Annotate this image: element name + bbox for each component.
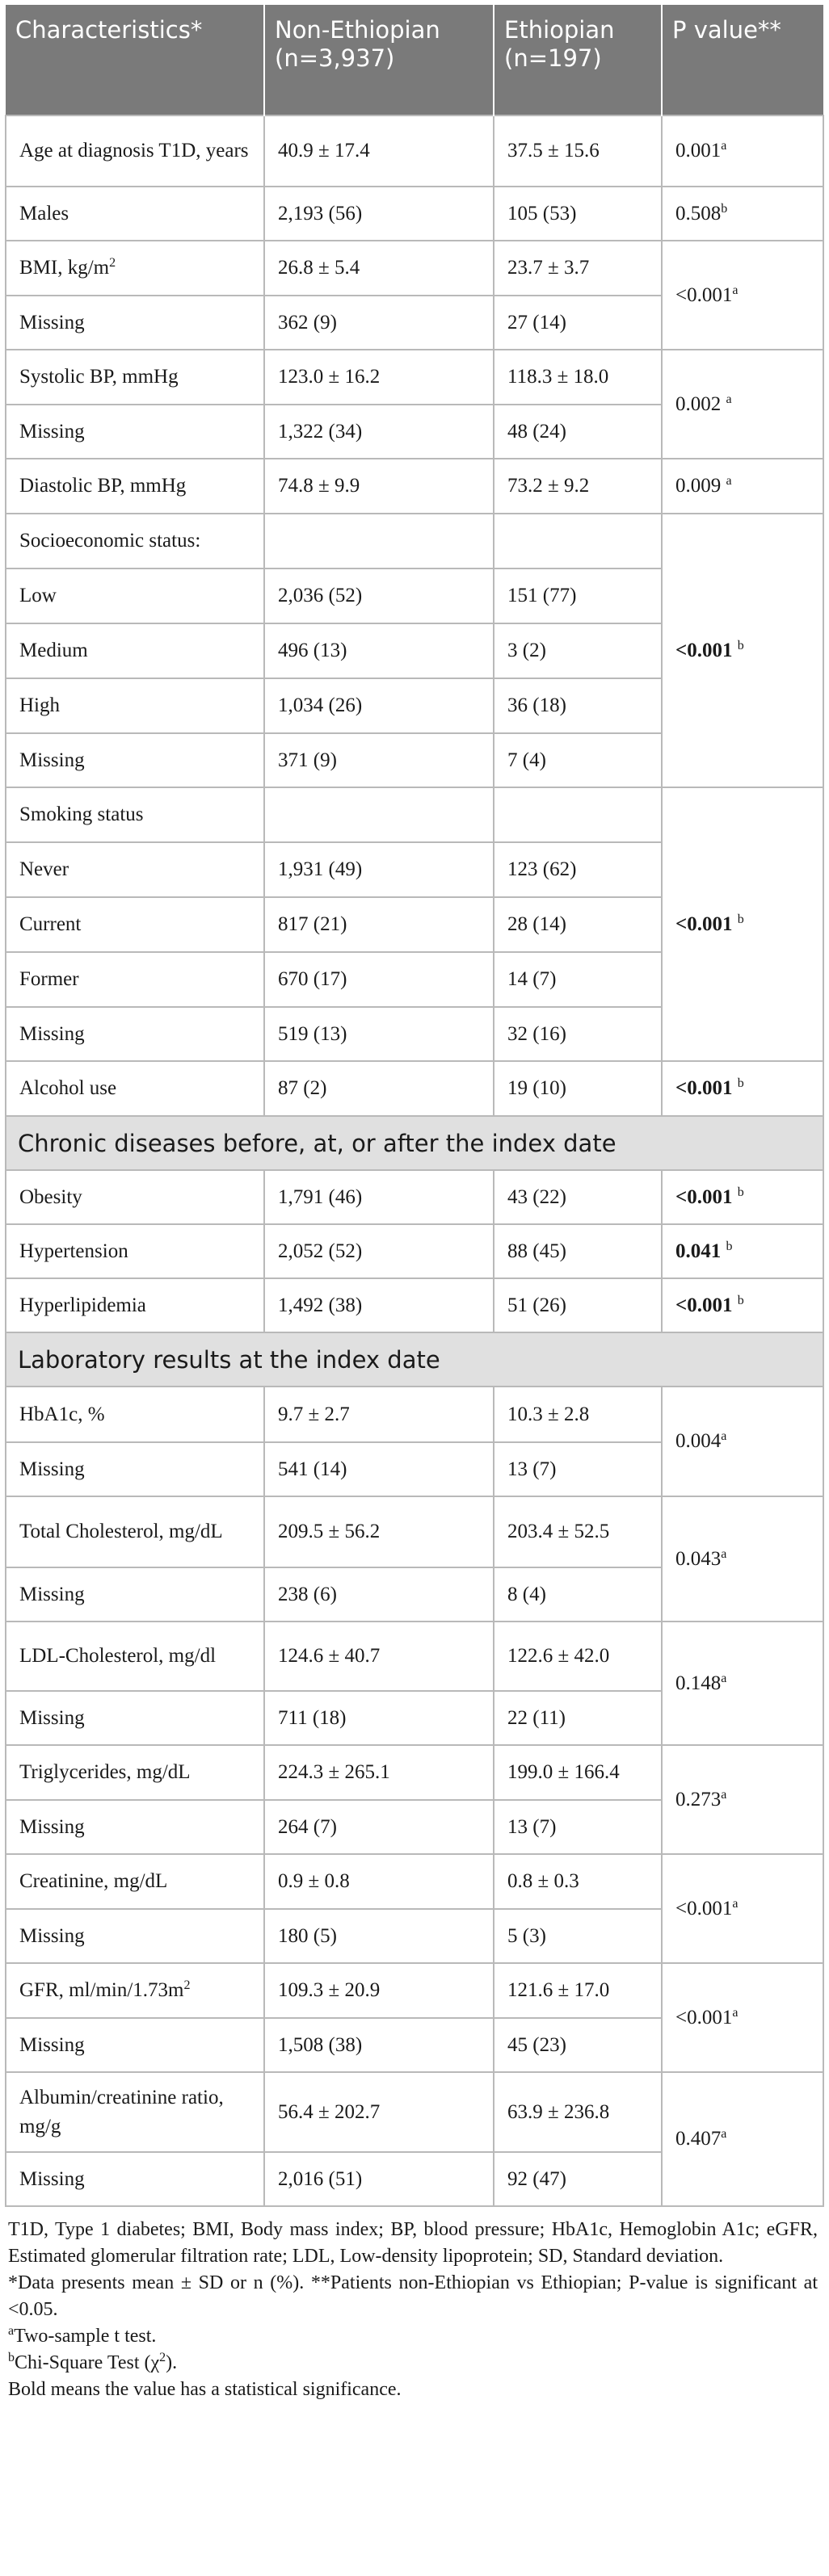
p-value-text: 0.004	[675, 1430, 722, 1452]
table-row	[6, 1496, 823, 1567]
row-label: LDL-Cholesterol, mg/dl	[6, 1622, 264, 1691]
section-title-chronic: Chronic diseases before, at, or after the index date	[6, 1116, 823, 1170]
ethiopian-value: 48 (24)	[494, 405, 662, 459]
non-ethiopian-value: 670 (17)	[264, 952, 494, 1007]
non-ethiopian-value: 56.4 ± 202.7	[264, 2072, 494, 2152]
p-value-superscript: a	[721, 1787, 727, 1802]
ethiopian-value: 118.3 ± 18.0	[494, 350, 662, 405]
non-ethiopian-value: 40.9 ± 17.4	[264, 115, 494, 187]
ethiopian-value: 3 (2)	[494, 623, 662, 678]
p-value	[662, 787, 823, 1061]
p-value-superscript: b	[737, 638, 744, 652]
table-row	[6, 187, 823, 241]
row-label: Hypertension	[6, 1224, 264, 1278]
p-value-text: 0.508	[675, 202, 722, 224]
p-value-superscript: a	[721, 1546, 727, 1561]
non-ethiopian-value: 109.3 ± 20.9	[264, 1963, 494, 2018]
table-row	[6, 787, 823, 842]
p-value	[662, 115, 823, 187]
table-row	[6, 115, 823, 187]
ethiopian-value: 23.7 ± 3.7	[494, 241, 662, 296]
table-footnotes	[5, 2207, 823, 2403]
p-value	[662, 350, 823, 459]
footnote-a	[8, 2323, 818, 2350]
row-label: Obesity	[6, 1170, 264, 1224]
row-label: Males	[6, 187, 264, 241]
table-row	[6, 1963, 823, 2018]
footnote-b-mark: b	[8, 2351, 15, 2364]
table-row	[6, 350, 823, 405]
non-ethiopian-value: 74.8 ± 9.9	[264, 459, 494, 514]
table-row	[6, 1854, 823, 1909]
p-value-text: 0.001	[675, 140, 722, 162]
row-label: Age at diagnosis T1D, years	[6, 115, 264, 187]
row-label: Never	[6, 842, 264, 897]
p-value	[662, 1278, 823, 1332]
ethiopian-value: 43 (22)	[494, 1170, 662, 1224]
non-ethiopian-value: 124.6 ± 40.7	[264, 1622, 494, 1691]
p-value-superscript: b	[737, 1185, 744, 1199]
p-value-text: <0.001	[675, 639, 733, 661]
section-header-row	[6, 1116, 823, 1170]
p-value-superscript: b	[721, 201, 728, 216]
ethiopian-value: 88 (45)	[494, 1224, 662, 1278]
row-label: High	[6, 678, 264, 733]
p-value-text: <0.001	[675, 283, 733, 306]
non-ethiopian-value	[264, 514, 494, 568]
non-ethiopian-value: 2,052 (52)	[264, 1224, 494, 1278]
p-value-superscript: a	[726, 474, 732, 488]
footnote-a-text: Two-sample t test.	[14, 2326, 157, 2347]
ethiopian-value: 203.4 ± 52.5	[494, 1496, 662, 1567]
row-label: Alcohol use	[6, 1061, 264, 1116]
p-value	[662, 1061, 823, 1116]
p-value	[662, 1745, 823, 1854]
non-ethiopian-value: 209.5 ± 56.2	[264, 1496, 494, 1567]
p-value-text: 0.148	[675, 1672, 722, 1694]
non-ethiopian-value: 362 (9)	[264, 296, 494, 350]
non-ethiopian-value: 26.8 ± 5.4	[264, 241, 494, 296]
non-ethiopian-value: 519 (13)	[264, 1007, 494, 1061]
table-row	[6, 1745, 823, 1800]
header-characteristics: Characteristics*	[6, 5, 264, 115]
non-ethiopian-value: 2,036 (52)	[264, 568, 494, 623]
non-ethiopian-value: 0.9 ± 0.8	[264, 1854, 494, 1909]
p-value	[662, 1170, 823, 1224]
ethiopian-value: 0.8 ± 0.3	[494, 1854, 662, 1909]
row-label: Creatinine, mg/dL	[6, 1854, 264, 1909]
p-value	[662, 1387, 823, 1496]
row-label: Missing	[6, 2018, 264, 2072]
p-value-superscript: b	[737, 1293, 744, 1307]
p-value	[662, 241, 823, 350]
p-value-superscript: a	[721, 1429, 727, 1443]
table-row	[6, 241, 823, 296]
p-value-superscript: b	[737, 1076, 744, 1090]
row-label: Smoking status	[6, 787, 264, 842]
non-ethiopian-value: 1,034 (26)	[264, 678, 494, 733]
ethiopian-value: 37.5 ± 15.6	[494, 115, 662, 187]
row-label: Triglycerides, mg/dL	[6, 1745, 264, 1800]
non-ethiopian-value: 264 (7)	[264, 1800, 494, 1854]
footnote-abbreviations: T1D, Type 1 diabetes; BMI, Body mass index; BP, blood pressure; HbA1c, Hemoglobin A1c; eGFR, Estimated glomerular filtration rate; LDL, Low-density lipoprotein; SD, Standard deviation.	[8, 2219, 818, 2267]
non-ethiopian-value: 224.3 ± 265.1	[264, 1745, 494, 1800]
p-value-superscript: a	[732, 2005, 739, 2020]
table-row	[6, 1170, 823, 1224]
footnote-b-end: ).	[166, 2352, 178, 2373]
table-row	[6, 2072, 823, 2152]
row-label: Missing	[6, 296, 264, 350]
table-row	[6, 1622, 823, 1691]
ethiopian-value: 199.0 ± 166.4	[494, 1745, 662, 1800]
non-ethiopian-value: 180 (5)	[264, 1909, 494, 1963]
footnote-a-mark: a	[8, 2324, 15, 2338]
ethiopian-value: 13 (7)	[494, 1442, 662, 1496]
table-row	[6, 1061, 823, 1116]
table-row	[6, 459, 823, 514]
table-row	[6, 1387, 823, 1442]
ethiopian-value: 123 (62)	[494, 842, 662, 897]
table-container	[5, 0, 823, 2403]
ethiopian-value: 5 (3)	[494, 1909, 662, 1963]
row-label: Hyperlipidemia	[6, 1278, 264, 1332]
non-ethiopian-value: 1,791 (46)	[264, 1170, 494, 1224]
table-row	[6, 514, 823, 568]
header-ethiopian: Ethiopian (n=197)	[494, 5, 662, 115]
ethiopian-value: 32 (16)	[494, 1007, 662, 1061]
p-value	[662, 1622, 823, 1745]
ethiopian-value: 92 (47)	[494, 2152, 662, 2206]
p-value	[662, 187, 823, 241]
non-ethiopian-value: 2,016 (51)	[264, 2152, 494, 2206]
footnote-star: *Data presents mean ± SD or n (%). **Patients non-Ethiopian vs Ethiopian; P-value is significant at <0.05.	[8, 2272, 818, 2320]
non-ethiopian-value: 238 (6)	[264, 1567, 494, 1622]
p-value-text: <0.001	[675, 2006, 733, 2028]
p-value	[662, 1224, 823, 1278]
row-label: Medium	[6, 623, 264, 678]
ethiopian-value: 28 (14)	[494, 897, 662, 952]
row-label: Former	[6, 952, 264, 1007]
ethiopian-value: 19 (10)	[494, 1061, 662, 1116]
p-value-text: <0.001	[675, 1294, 733, 1316]
ethiopian-value	[494, 787, 662, 842]
p-value-text: <0.001	[675, 1185, 733, 1208]
row-label: Low	[6, 568, 264, 623]
p-value-text: <0.001	[675, 913, 733, 935]
non-ethiopian-value: 1,931 (49)	[264, 842, 494, 897]
row-label: Diastolic BP, mmHg	[6, 459, 264, 514]
p-value	[662, 1963, 823, 2072]
table-row	[6, 1224, 823, 1278]
p-value-text: 0.002	[675, 392, 726, 415]
footnote-b	[8, 2350, 818, 2377]
table-row	[6, 1278, 823, 1332]
row-label: Missing	[6, 1442, 264, 1496]
footnote-b-superscript: 2	[159, 2351, 166, 2364]
row-label: Missing	[6, 1007, 264, 1061]
p-value	[662, 514, 823, 787]
footnote-b-text: Chi-Square Test (χ	[15, 2352, 160, 2373]
ethiopian-value: 63.9 ± 236.8	[494, 2072, 662, 2152]
non-ethiopian-value: 2,193 (56)	[264, 187, 494, 241]
section-title-lab: Laboratory results at the index date	[6, 1332, 823, 1387]
row-label: Total Cholesterol, mg/dL	[6, 1496, 264, 1567]
row-label	[6, 241, 264, 296]
non-ethiopian-value: 496 (13)	[264, 623, 494, 678]
non-ethiopian-value: 711 (18)	[264, 1691, 494, 1745]
non-ethiopian-value: 371 (9)	[264, 733, 494, 787]
row-label-superscript: 2	[183, 1978, 191, 1992]
row-label: Missing	[6, 1800, 264, 1854]
ethiopian-value: 27 (14)	[494, 296, 662, 350]
p-value-text: 0.043	[675, 1547, 722, 1570]
row-label-text: GFR, ml/min/1.73m	[19, 1979, 184, 2001]
p-value-superscript: a	[721, 1671, 727, 1685]
p-value-text: <0.001	[675, 1077, 733, 1099]
p-value-superscript: a	[732, 1896, 739, 1911]
ethiopian-value: 122.6 ± 42.0	[494, 1622, 662, 1691]
non-ethiopian-value	[264, 787, 494, 842]
p-value	[662, 459, 823, 514]
ethiopian-value: 22 (11)	[494, 1691, 662, 1745]
non-ethiopian-value: 1,322 (34)	[264, 405, 494, 459]
row-label: Socioeconomic status:	[6, 514, 264, 568]
ethiopian-value: 8 (4)	[494, 1567, 662, 1622]
row-label-text: BMI, kg/m	[19, 257, 110, 279]
p-value	[662, 1854, 823, 1963]
ethiopian-value: 13 (7)	[494, 1800, 662, 1854]
ethiopian-value	[494, 514, 662, 568]
ethiopian-value: 7 (4)	[494, 733, 662, 787]
row-label: Missing	[6, 405, 264, 459]
ethiopian-value: 105 (53)	[494, 187, 662, 241]
header-non-ethiopian: Non-Ethiopian (n=3,937)	[264, 5, 494, 115]
row-label-superscript: 2	[109, 256, 116, 270]
p-value-superscript: a	[721, 2127, 727, 2141]
row-label: Systolic BP, mmHg	[6, 350, 264, 405]
p-value	[662, 2072, 823, 2206]
p-value-text: 0.407	[675, 2128, 722, 2150]
header-row	[6, 5, 823, 115]
row-label: Current	[6, 897, 264, 952]
non-ethiopian-value: 9.7 ± 2.7	[264, 1387, 494, 1442]
non-ethiopian-value: 541 (14)	[264, 1442, 494, 1496]
non-ethiopian-value: 87 (2)	[264, 1061, 494, 1116]
header-p-value: P value**	[662, 5, 823, 115]
row-label: Albumin/creatinine ratio, mg/g	[6, 2072, 264, 2152]
ethiopian-value: 121.6 ± 17.0	[494, 1963, 662, 2018]
p-value	[662, 1496, 823, 1622]
p-value-superscript: a	[732, 283, 739, 297]
p-value-superscript: b	[726, 1239, 733, 1253]
ethiopian-value: 51 (26)	[494, 1278, 662, 1332]
p-value-superscript: a	[726, 392, 732, 406]
ethiopian-value: 10.3 ± 2.8	[494, 1387, 662, 1442]
row-label: Missing	[6, 1691, 264, 1745]
footnote-bold-note: Bold means the value has a statistical significance.	[8, 2379, 402, 2400]
p-value-text: 0.273	[675, 1788, 722, 1810]
section-header-row	[6, 1332, 823, 1387]
p-value-superscript: a	[721, 139, 727, 153]
ethiopian-value: 36 (18)	[494, 678, 662, 733]
row-label: Missing	[6, 2152, 264, 2206]
non-ethiopian-value: 1,492 (38)	[264, 1278, 494, 1332]
p-value-text: <0.001	[675, 1897, 733, 1919]
characteristics-table	[5, 5, 824, 2207]
ethiopian-value: 45 (23)	[494, 2018, 662, 2072]
p-value-superscript: b	[737, 912, 744, 926]
p-value-text: 0.041	[675, 1240, 722, 1262]
non-ethiopian-value: 817 (21)	[264, 897, 494, 952]
ethiopian-value: 151 (77)	[494, 568, 662, 623]
row-label	[6, 1963, 264, 2018]
ethiopian-value: 14 (7)	[494, 952, 662, 1007]
row-label: Missing	[6, 1567, 264, 1622]
p-value-text: 0.009	[675, 475, 726, 497]
ethiopian-value: 73.2 ± 9.2	[494, 459, 662, 514]
non-ethiopian-value: 1,508 (38)	[264, 2018, 494, 2072]
row-label: Missing	[6, 1909, 264, 1963]
row-label: HbA1c, %	[6, 1387, 264, 1442]
row-label: Missing	[6, 733, 264, 787]
non-ethiopian-value: 123.0 ± 16.2	[264, 350, 494, 405]
